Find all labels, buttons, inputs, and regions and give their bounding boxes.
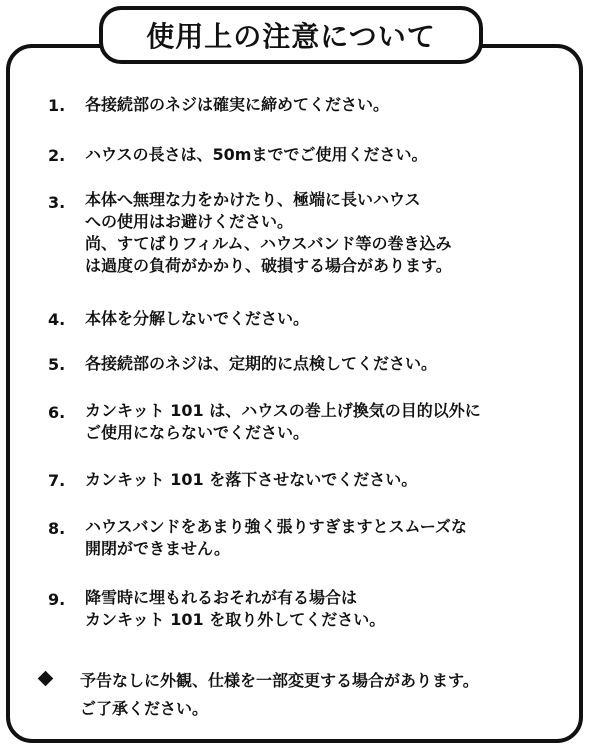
item-text: [85, 516, 467, 560]
title-box: [99, 6, 483, 64]
item-number: 6.: [48, 403, 66, 422]
item-line: 各接続部のネジは確実に締めてください。: [85, 95, 390, 114]
item-text: [85, 587, 385, 631]
item-number: 7.: [48, 471, 66, 490]
item-line: ハウスバンドをあまり強く張りすぎますとスムーズな: [85, 517, 467, 536]
item-line: カンキット 101 を取り外してください。: [85, 610, 386, 629]
item-line: カンキット 101 を落下させないでください。: [85, 470, 418, 489]
item-line: 尚、すてばりフィルム、ハウスバンド等の巻き込み: [85, 234, 452, 253]
item-line: 本体を分解しないでください。: [85, 309, 310, 328]
item-text: [85, 144, 427, 166]
item-text: [85, 353, 437, 375]
item-text: [85, 308, 309, 330]
item-line: 各接続部のネジは、定期的に点検してください。: [85, 354, 438, 373]
item-line: 降雪時に埋もれるおそれが有る場合は: [85, 588, 358, 607]
item-line: カンキット 101 は、ハウスの巻上げ換気の目的以外に: [85, 401, 481, 420]
item-number: 4.: [48, 310, 66, 329]
item-text: [85, 400, 481, 444]
item-line: 開閉ができません。: [85, 539, 230, 558]
item-number: 9.: [48, 590, 66, 609]
item-number: 1.: [48, 96, 66, 115]
item-line: ハウスの長さは、50mまででご使用ください。: [85, 145, 428, 164]
item-number: 8.: [48, 519, 66, 538]
item-line: 本体へ無理な力をかけたり、極端に長いハウス: [85, 190, 421, 209]
item-text: [85, 469, 417, 491]
disclaimer-note: [80, 667, 479, 723]
item-line: は過度の負荷がかかり、破損する場合があります。: [85, 256, 452, 275]
item-number: 5.: [48, 355, 66, 374]
item-text: [85, 189, 452, 277]
item-line: ご使用にならないでください。: [85, 423, 310, 442]
item-number: 2.: [48, 146, 66, 165]
item-text: [85, 94, 389, 116]
note-line: 予告なしに外観、仕様を一部変更する場合があります。: [80, 671, 479, 690]
page-title: 使用上の注意について: [146, 20, 436, 53]
item-line: への使用はお避けください。: [85, 212, 294, 231]
note-line: ご了承ください。: [80, 699, 209, 718]
item-number: 3.: [48, 193, 66, 212]
